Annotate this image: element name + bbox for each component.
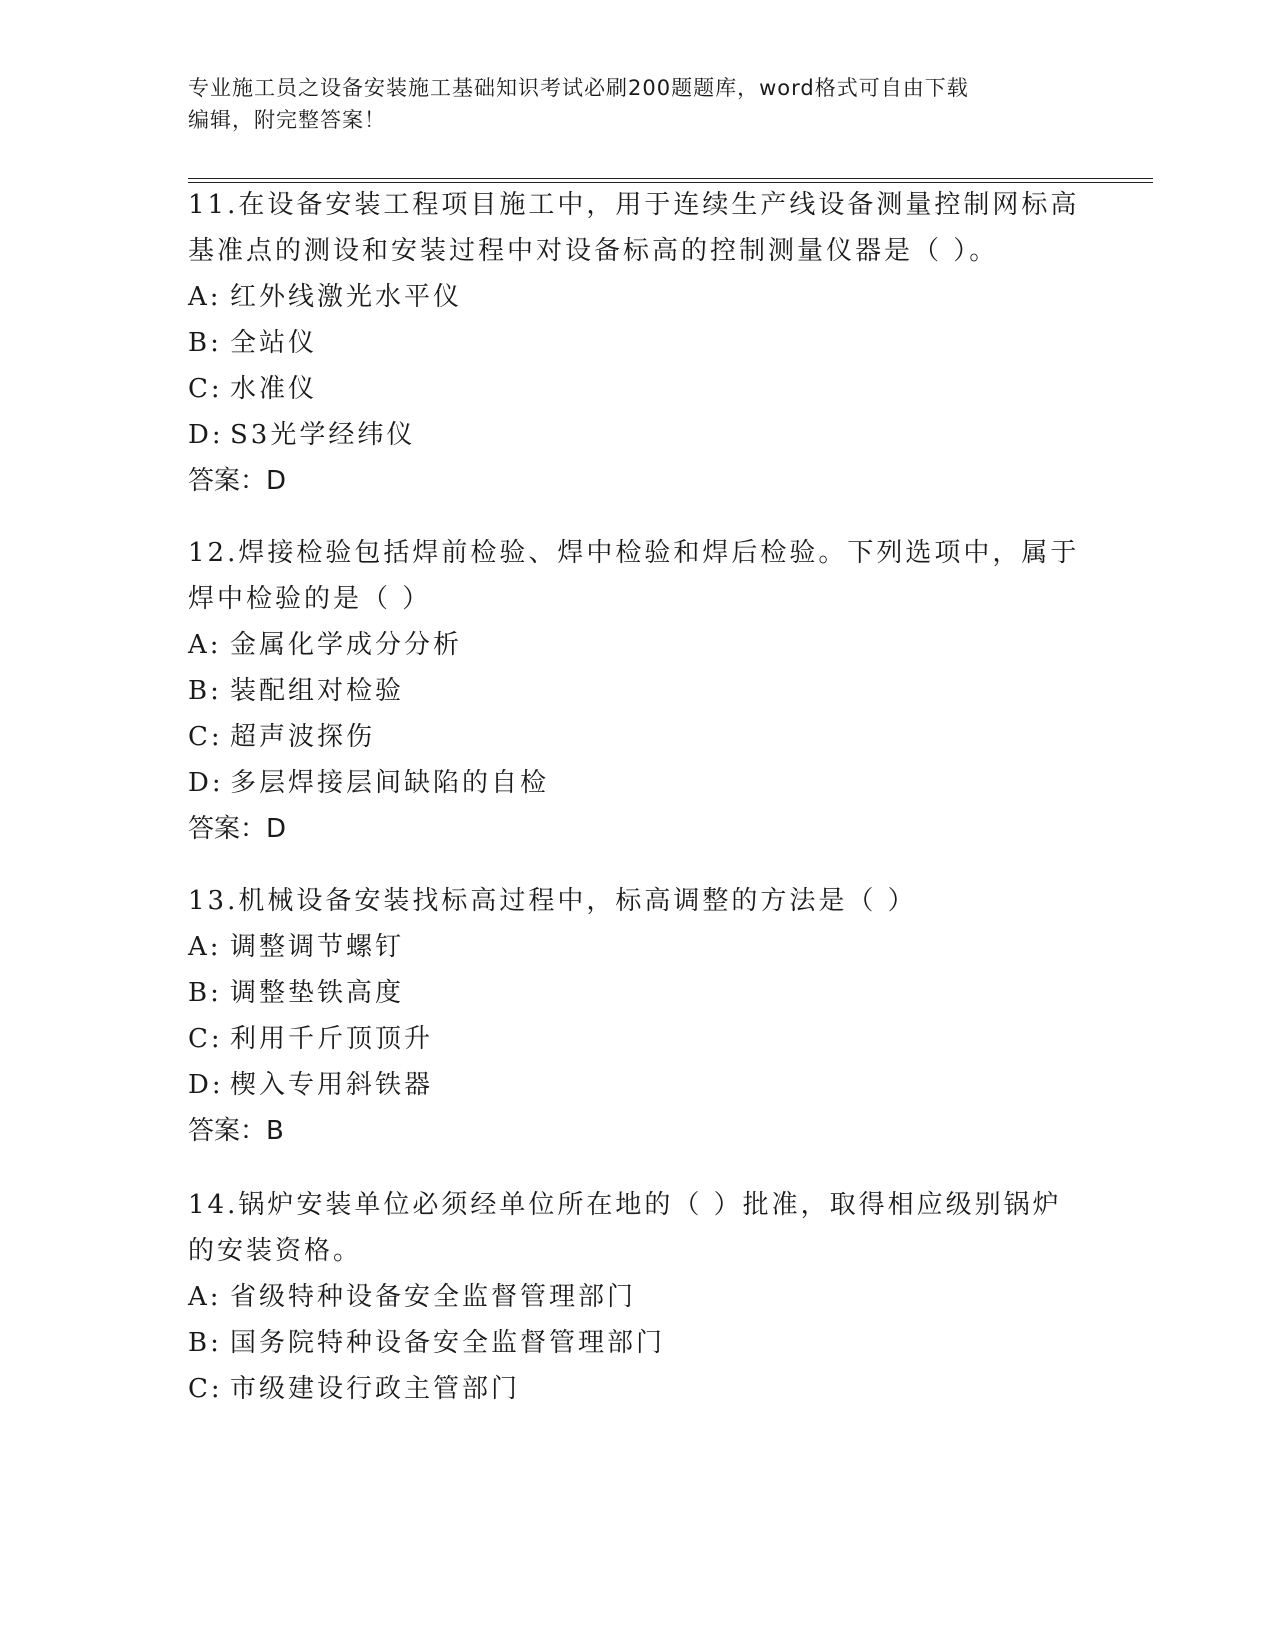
option-text: 金属化学成分分析 bbox=[230, 630, 463, 660]
option-letter: D: bbox=[188, 420, 224, 450]
question-number: 12. bbox=[188, 538, 239, 568]
option-a bbox=[188, 274, 1088, 320]
option-text: 调整调节螺钉 bbox=[230, 932, 405, 962]
option-c bbox=[188, 1016, 1088, 1062]
option-text: 市级建设行政主管部门 bbox=[230, 1374, 521, 1404]
question-stem bbox=[188, 878, 1088, 924]
option-a bbox=[188, 622, 1088, 668]
question-stem bbox=[188, 530, 1088, 622]
option-a bbox=[188, 924, 1088, 970]
answer-line: 答案：D bbox=[188, 814, 287, 844]
question-text: 在设备安装工程项目施工中，用于连续生产线设备测量控制网标高基准点的测设和安装过程中对设备标高的控制测量仪器是（ ）。 bbox=[188, 190, 1080, 266]
option-letter: A: bbox=[188, 932, 222, 962]
option-text: 红外线激光水平仪 bbox=[230, 282, 463, 312]
option-b bbox=[188, 1320, 1088, 1366]
question-14 bbox=[188, 1182, 1088, 1412]
option-letter: A: bbox=[188, 630, 222, 660]
option-text: 利用千斤顶顶升 bbox=[230, 1024, 434, 1054]
option-letter: D: bbox=[188, 1070, 224, 1100]
option-text: 全站仪 bbox=[230, 328, 318, 358]
option-c bbox=[188, 1366, 1088, 1412]
option-letter: D: bbox=[188, 768, 224, 798]
question-13 bbox=[188, 878, 1088, 1154]
question-text: 机械设备安装找标高过程中，标高调整的方法是（ ） bbox=[238, 886, 917, 916]
option-text: 水准仪 bbox=[230, 374, 318, 404]
option-b bbox=[188, 320, 1088, 366]
option-letter: A: bbox=[188, 282, 222, 312]
question-number: 14. bbox=[188, 1190, 239, 1220]
option-d bbox=[188, 412, 1088, 458]
option-letter: C: bbox=[188, 1374, 223, 1404]
question-number: 11. bbox=[188, 190, 239, 220]
option-text: 省级特种设备安全监督管理部门 bbox=[230, 1282, 637, 1312]
option-letter: B: bbox=[188, 676, 222, 706]
question-11 bbox=[188, 182, 1088, 504]
question-stem bbox=[188, 182, 1088, 274]
option-a bbox=[188, 1274, 1088, 1320]
option-text: 调整垫铁高度 bbox=[230, 978, 405, 1008]
answer-line: 答案：B bbox=[188, 1116, 284, 1146]
header-title-line-1: 专业施工员之设备安装施工基础知识考试必刷200题题库，word格式可自由下载 bbox=[188, 76, 969, 100]
option-letter: C: bbox=[188, 1024, 223, 1054]
option-text: 装配组对检验 bbox=[230, 676, 405, 706]
option-letter: A: bbox=[188, 1282, 222, 1312]
option-text: S3光学经纬仪 bbox=[230, 420, 416, 450]
option-c bbox=[188, 366, 1088, 412]
answer-line: 答案：D bbox=[188, 466, 287, 496]
option-b bbox=[188, 668, 1088, 714]
question-text: 锅炉安装单位必须经单位所在地的（ ）批准，取得相应级别锅炉的安装资格。 bbox=[188, 1190, 1062, 1266]
option-letter: B: bbox=[188, 328, 222, 358]
option-d bbox=[188, 760, 1088, 806]
question-number: 13. bbox=[188, 886, 239, 916]
question-12 bbox=[188, 530, 1088, 852]
option-d bbox=[188, 1062, 1088, 1108]
question-text: 焊接检验包括焊前检验、焊中检验和焊后检验。下列选项中，属于焊中检验的是（ ） bbox=[188, 538, 1080, 614]
option-letter: B: bbox=[188, 978, 222, 1008]
option-letter: C: bbox=[188, 722, 223, 752]
option-text: 多层焊接层间缺陷的自检 bbox=[230, 768, 550, 798]
header-title-line-2: 编辑，附完整答案！ bbox=[188, 108, 386, 132]
document-header bbox=[188, 72, 1068, 136]
option-text: 国务院特种设备安全监督管理部门 bbox=[230, 1328, 666, 1358]
option-text: 超声波探伤 bbox=[230, 722, 376, 752]
option-letter: B: bbox=[188, 1328, 222, 1358]
option-letter: C: bbox=[188, 374, 223, 404]
question-stem bbox=[188, 1182, 1088, 1274]
option-b bbox=[188, 970, 1088, 1016]
option-c bbox=[188, 714, 1088, 760]
option-text: 楔入专用斜铁器 bbox=[230, 1070, 434, 1100]
